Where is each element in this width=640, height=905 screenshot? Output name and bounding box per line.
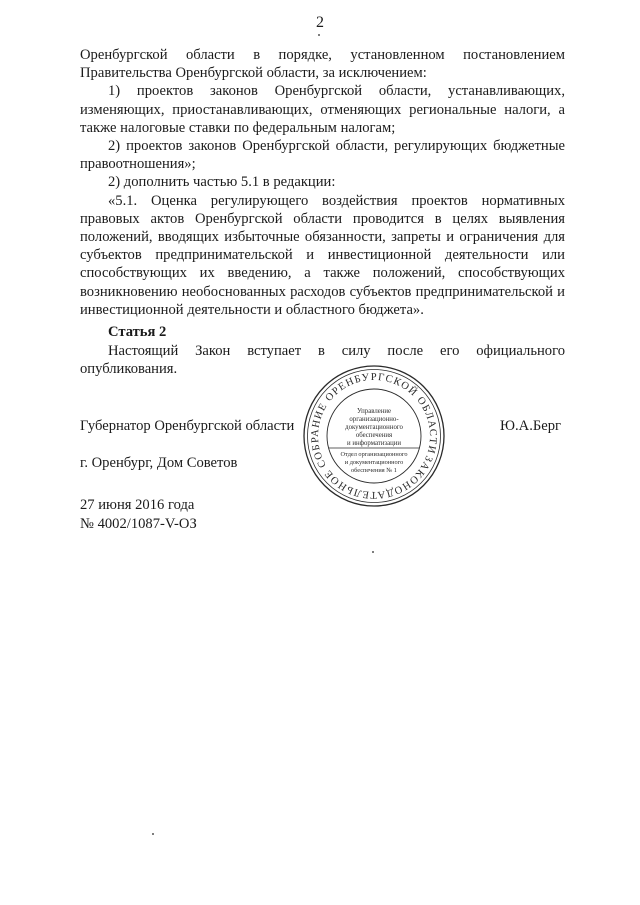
seal-line: и информатизации (346, 440, 402, 447)
paragraph: Оренбургской области в порядке, установленном постановлением Правительства Оренбургской области, за исключением: (80, 47, 565, 82)
seal-line: обеспечения (355, 432, 393, 439)
official-seal (302, 364, 446, 508)
paragraph: 2) проектов законов Оренбургской области, регулирующих бюджетные правоотношения»; (80, 138, 565, 173)
seal-line: Отдел организационного (340, 451, 408, 458)
scan-speck (318, 34, 320, 36)
signing-place: г. Оренбург, Дом Советов (80, 455, 238, 471)
document-body (80, 46, 565, 319)
scan-speck (152, 833, 154, 835)
signatory-name: Ю.А.Берг (500, 418, 561, 434)
signing-date: 27 июня 2016 года (80, 497, 195, 513)
seal-line: документационного (345, 424, 403, 431)
paragraph: 1) проектов законов Оренбургской области, устанавливающих, изменяющих, приостанавливающих, отменяющих региональные налоги, а также налоговые ставки по федеральным налогам; (80, 83, 565, 136)
seal-ring-text: ЗАКОНОДАТЕЛЬНОЕ СОБРАНИЕ ОРЕНБУРГСКОЙ ОБЛАСТИ (309, 371, 439, 501)
seal-line: и документационного (344, 459, 404, 466)
page-number: 2 (316, 14, 324, 31)
paragraph: «5.1. Оценка регулирующего воздействия проектов нормативных правовых актов Оренбургской области проводится в целях выявления положений, вводящих избыточные обязанности, запреты и ограничения для субъектов предпринимательской и инвестиционной деятельности или способствующих их введению, а также положений, способствующих возникновению необоснованных расходов субъектов предпринимательской и инвестиционной деятельности и областного бюджета». (80, 192, 565, 318)
signatory-position: Губернатор Оренбургской области (80, 418, 295, 434)
article-heading: Статья 2 (108, 324, 167, 340)
scan-speck (372, 551, 374, 553)
paragraph: 2) дополнить частью 5.1 в редакции: (108, 174, 336, 191)
article-text: Настоящий Закон вступает в силу после его официального опубликования. (80, 343, 565, 378)
seal-line: организационно- (349, 416, 399, 423)
seal-line: обеспечения № 1 (351, 467, 397, 474)
seal-line: Управление (356, 408, 392, 415)
law-number: № 4002/1087-V-ОЗ (80, 516, 197, 532)
